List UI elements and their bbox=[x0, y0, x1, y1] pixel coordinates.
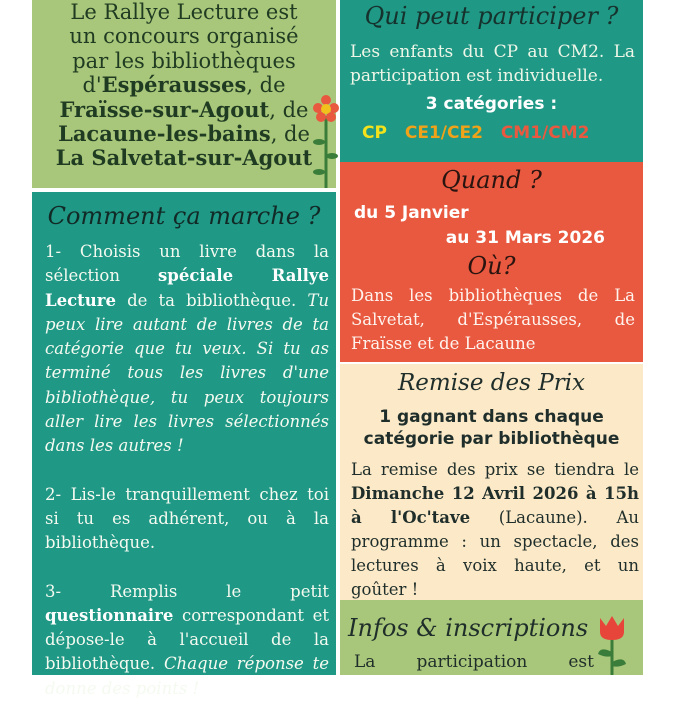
intro-line: un concours organisé bbox=[69, 24, 299, 49]
intro-line: La Salvetat-sur-Agout bbox=[55, 145, 313, 171]
intro-line: Le Rallye Lecture est bbox=[70, 0, 298, 24]
remise-subtitle-line: 1 gagnant dans chaque bbox=[379, 407, 604, 427]
categories-title: 3 catégories : bbox=[425, 94, 558, 114]
quand-heading: Quand ? bbox=[441, 166, 542, 194]
intro-line: Lacaune-les-bains, de bbox=[58, 121, 310, 147]
where-text: Dans les bibliothèques de La Salvetat, d'Espérausses, de Fraïsse et de Lacaune bbox=[351, 286, 635, 353]
intro-line: par les bibliothèques bbox=[72, 48, 296, 73]
intro-line: d'Espérausses, de bbox=[82, 72, 286, 98]
date-end: au 31 Mars 2026 bbox=[445, 228, 605, 248]
flower-icon bbox=[314, 94, 338, 188]
remise-subtitle bbox=[340, 406, 643, 450]
category-ce: CE1/CE2 bbox=[404, 123, 483, 143]
infos-panel bbox=[340, 600, 643, 675]
infos-text: La participation est bbox=[354, 652, 594, 672]
intro-text bbox=[32, 0, 336, 171]
qui-text: Les enfants du CP au CM2. La participation est individuelle. bbox=[350, 42, 635, 86]
ou-heading: Où? bbox=[467, 252, 516, 280]
comment-heading: Comment ça marche ? bbox=[47, 202, 321, 230]
category-cp: CP bbox=[362, 123, 387, 143]
category-cm: CM1/CM2 bbox=[500, 123, 590, 143]
remise-heading: Remise des Prix bbox=[397, 370, 586, 396]
remise-panel bbox=[340, 364, 643, 600]
intro-panel bbox=[32, 0, 336, 188]
step-3: 3- Remplis le petit questionnaire correspondant et dépose-le à l'accueil de la bibliothèque. Chaque réponse te donne des points ! bbox=[45, 581, 330, 698]
qui-panel bbox=[340, 0, 643, 162]
step-2: 2- Lis-le tranquillement chez toi si tu es adhérent, ou à la bibliothèque. bbox=[45, 484, 329, 553]
comment-panel bbox=[32, 192, 336, 698]
remise-text: La remise des prix se tiendra le Dimanche 12 Avril 2026 à 15h à l'Oc'tave (Lacaune). Au programme : un spectacle, des lectures à voix haute, et un goûter ! bbox=[351, 460, 640, 599]
infos-heading: Infos & inscriptions bbox=[348, 614, 589, 642]
intro-line: Fraïsse-sur-Agout, de bbox=[59, 96, 309, 122]
step-1: 1- Choisis un livre dans la sélection spéciale Rallye Lecture de ta bibliothèque. Tu peux lire autant de livres de ta catégorie que tu veux. Si tu as terminé tous les livres d'une bibliothèque, tu peux toujours aller lire les livres sélectionnés dans les autres ! bbox=[45, 242, 330, 456]
remise-subtitle-line: catégorie par bibliothèque bbox=[363, 429, 620, 449]
comment-body bbox=[45, 240, 329, 725]
qui-heading: Qui peut participer ? bbox=[364, 2, 619, 30]
tulip-icon bbox=[594, 612, 630, 675]
date-start: du 5 Janvier bbox=[354, 203, 469, 223]
quand-panel bbox=[340, 162, 643, 362]
categories-row bbox=[362, 123, 642, 143]
